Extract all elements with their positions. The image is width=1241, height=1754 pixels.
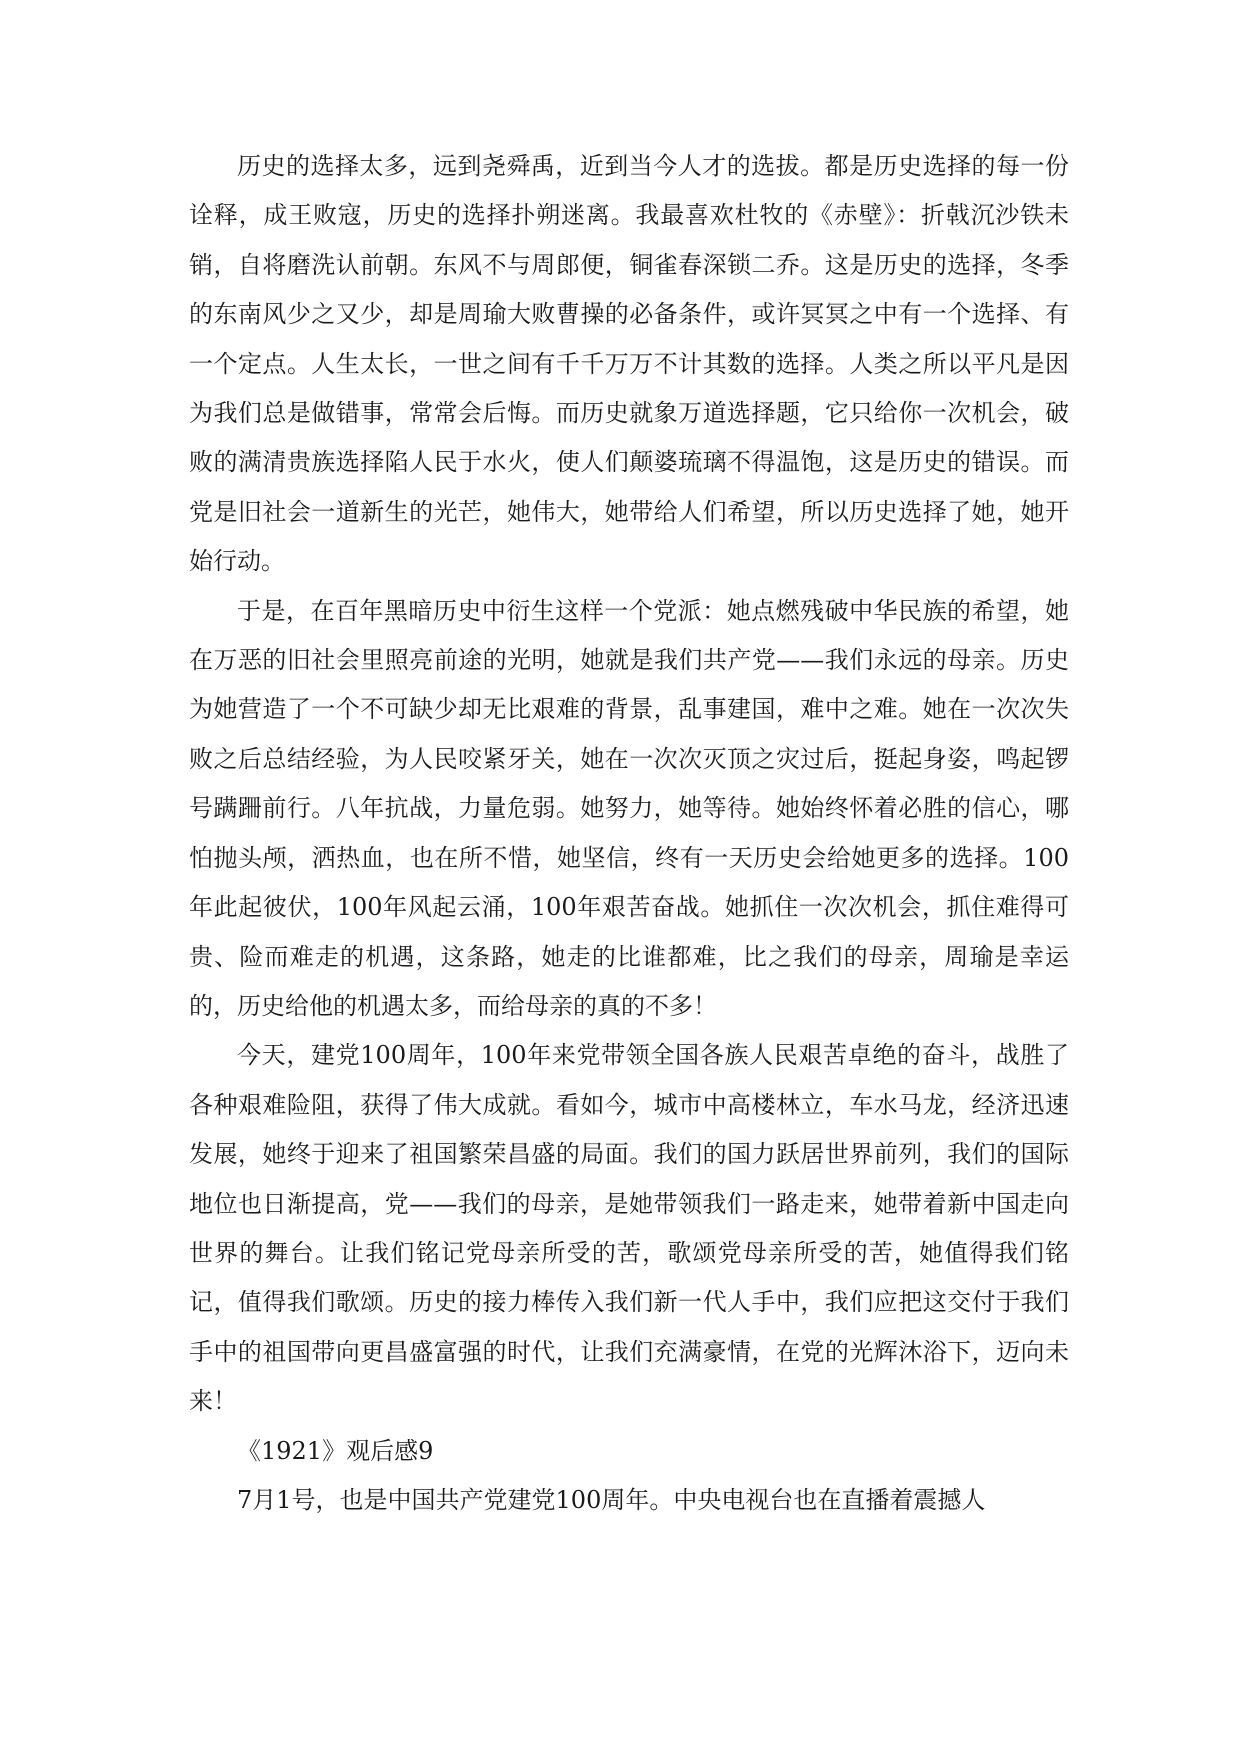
paragraph-history-choice: 历史的选择太多，远到尧舜禹，近到当今人才的选拔。都是历史选择的每一份诠释，成王败寇，历史的选择扑朔迷离。我最喜欢杜牧的《赤壁》：折戟沉沙铁未销，自将磨洗认前朝。东风不与周郎便，铜雀春深锁二乔。这是历史的选择，冬季的东南风少之又少，却是周瑜大败曹操的必备条件，或许冥冥之中有一个选择、有一个定点。人生太长，一世之间有千千万万不计其数的选择。人类之所以平凡是因为我们总是做错事，常常会后悔。而历史就象万道选择题，它只给你一次机会，破败的满清贵族选择陷人民于水火，使人们颠婆琉璃不得温饱，这是历史的错误。而党是旧社会一道新生的光芒，她伟大，她带给人们希望，所以历史选择了她，她开始行动。 xyxy=(189,152,1069,576)
paragraph-july-first: 7月1号，也是中国共产党建党100周年。中央电视台也在直播着震撼人 xyxy=(237,1485,986,1514)
section-title: 《1921》观后感9 xyxy=(237,1436,434,1465)
paragraph-party-origin: 于是，在百年黑暗历史中衍生这样一个党派：她点燃残破中华民族的希望，她在万恶的旧社会里照亮前途的光明，她就是我们共产党——我们永远的母亲。历史为她营造了一个不可缺少却无比艰难的背景，乱事建国，难中之难。她在一次次失败之后总结经验，为人民咬紧牙关，她在一次次灭顶之灾过后，挺起身姿，鸣起锣号蹒跚前行。八年抗战，力量危弱。她努力，她等待。她始终怀着必胜的信心，哪怕抛头颅，洒热血，也在所不惜，她坚信，终有一天历史会给她更多的选择。100年此起彼伏，100年风起云涌，100年艰苦奋战。她抓住一次次机会，抓住难得可贵、险而难走的机遇，这条路，她走的比谁都难，比之我们的母亲，周瑜是幸运的，历史给他的机遇太多，而给母亲的真的不多！ xyxy=(189,596,1069,1020)
paragraph-centenary: 今天，建党100周年，100年来党带领全国各族人民艰苦卓绝的奋斗，战胜了各种艰难险阻，获得了伟大成就。看如今，城市中高楼林立，车水马龙，经济迅速发展，她终于迎来了祖国繁荣昌盛的局面。我们的国力跃居世界前列，我们的国际地位也日渐提高，党——我们的母亲，是她带领我们一路走来，她带着新中国走向世界的舞台。让我们铭记党母亲所受的苦，歌颂党母亲所受的苦，她值得我们铭记，值得我们歌颂。历史的接力棒传入我们新一代人手中，我们应把这交付于我们手中的祖国带向更昌盛富强的时代，让我们充满豪情，在党的光辉沐浴下，迈向未来！ xyxy=(189,1041,1069,1416)
document-page xyxy=(189,142,1069,1525)
